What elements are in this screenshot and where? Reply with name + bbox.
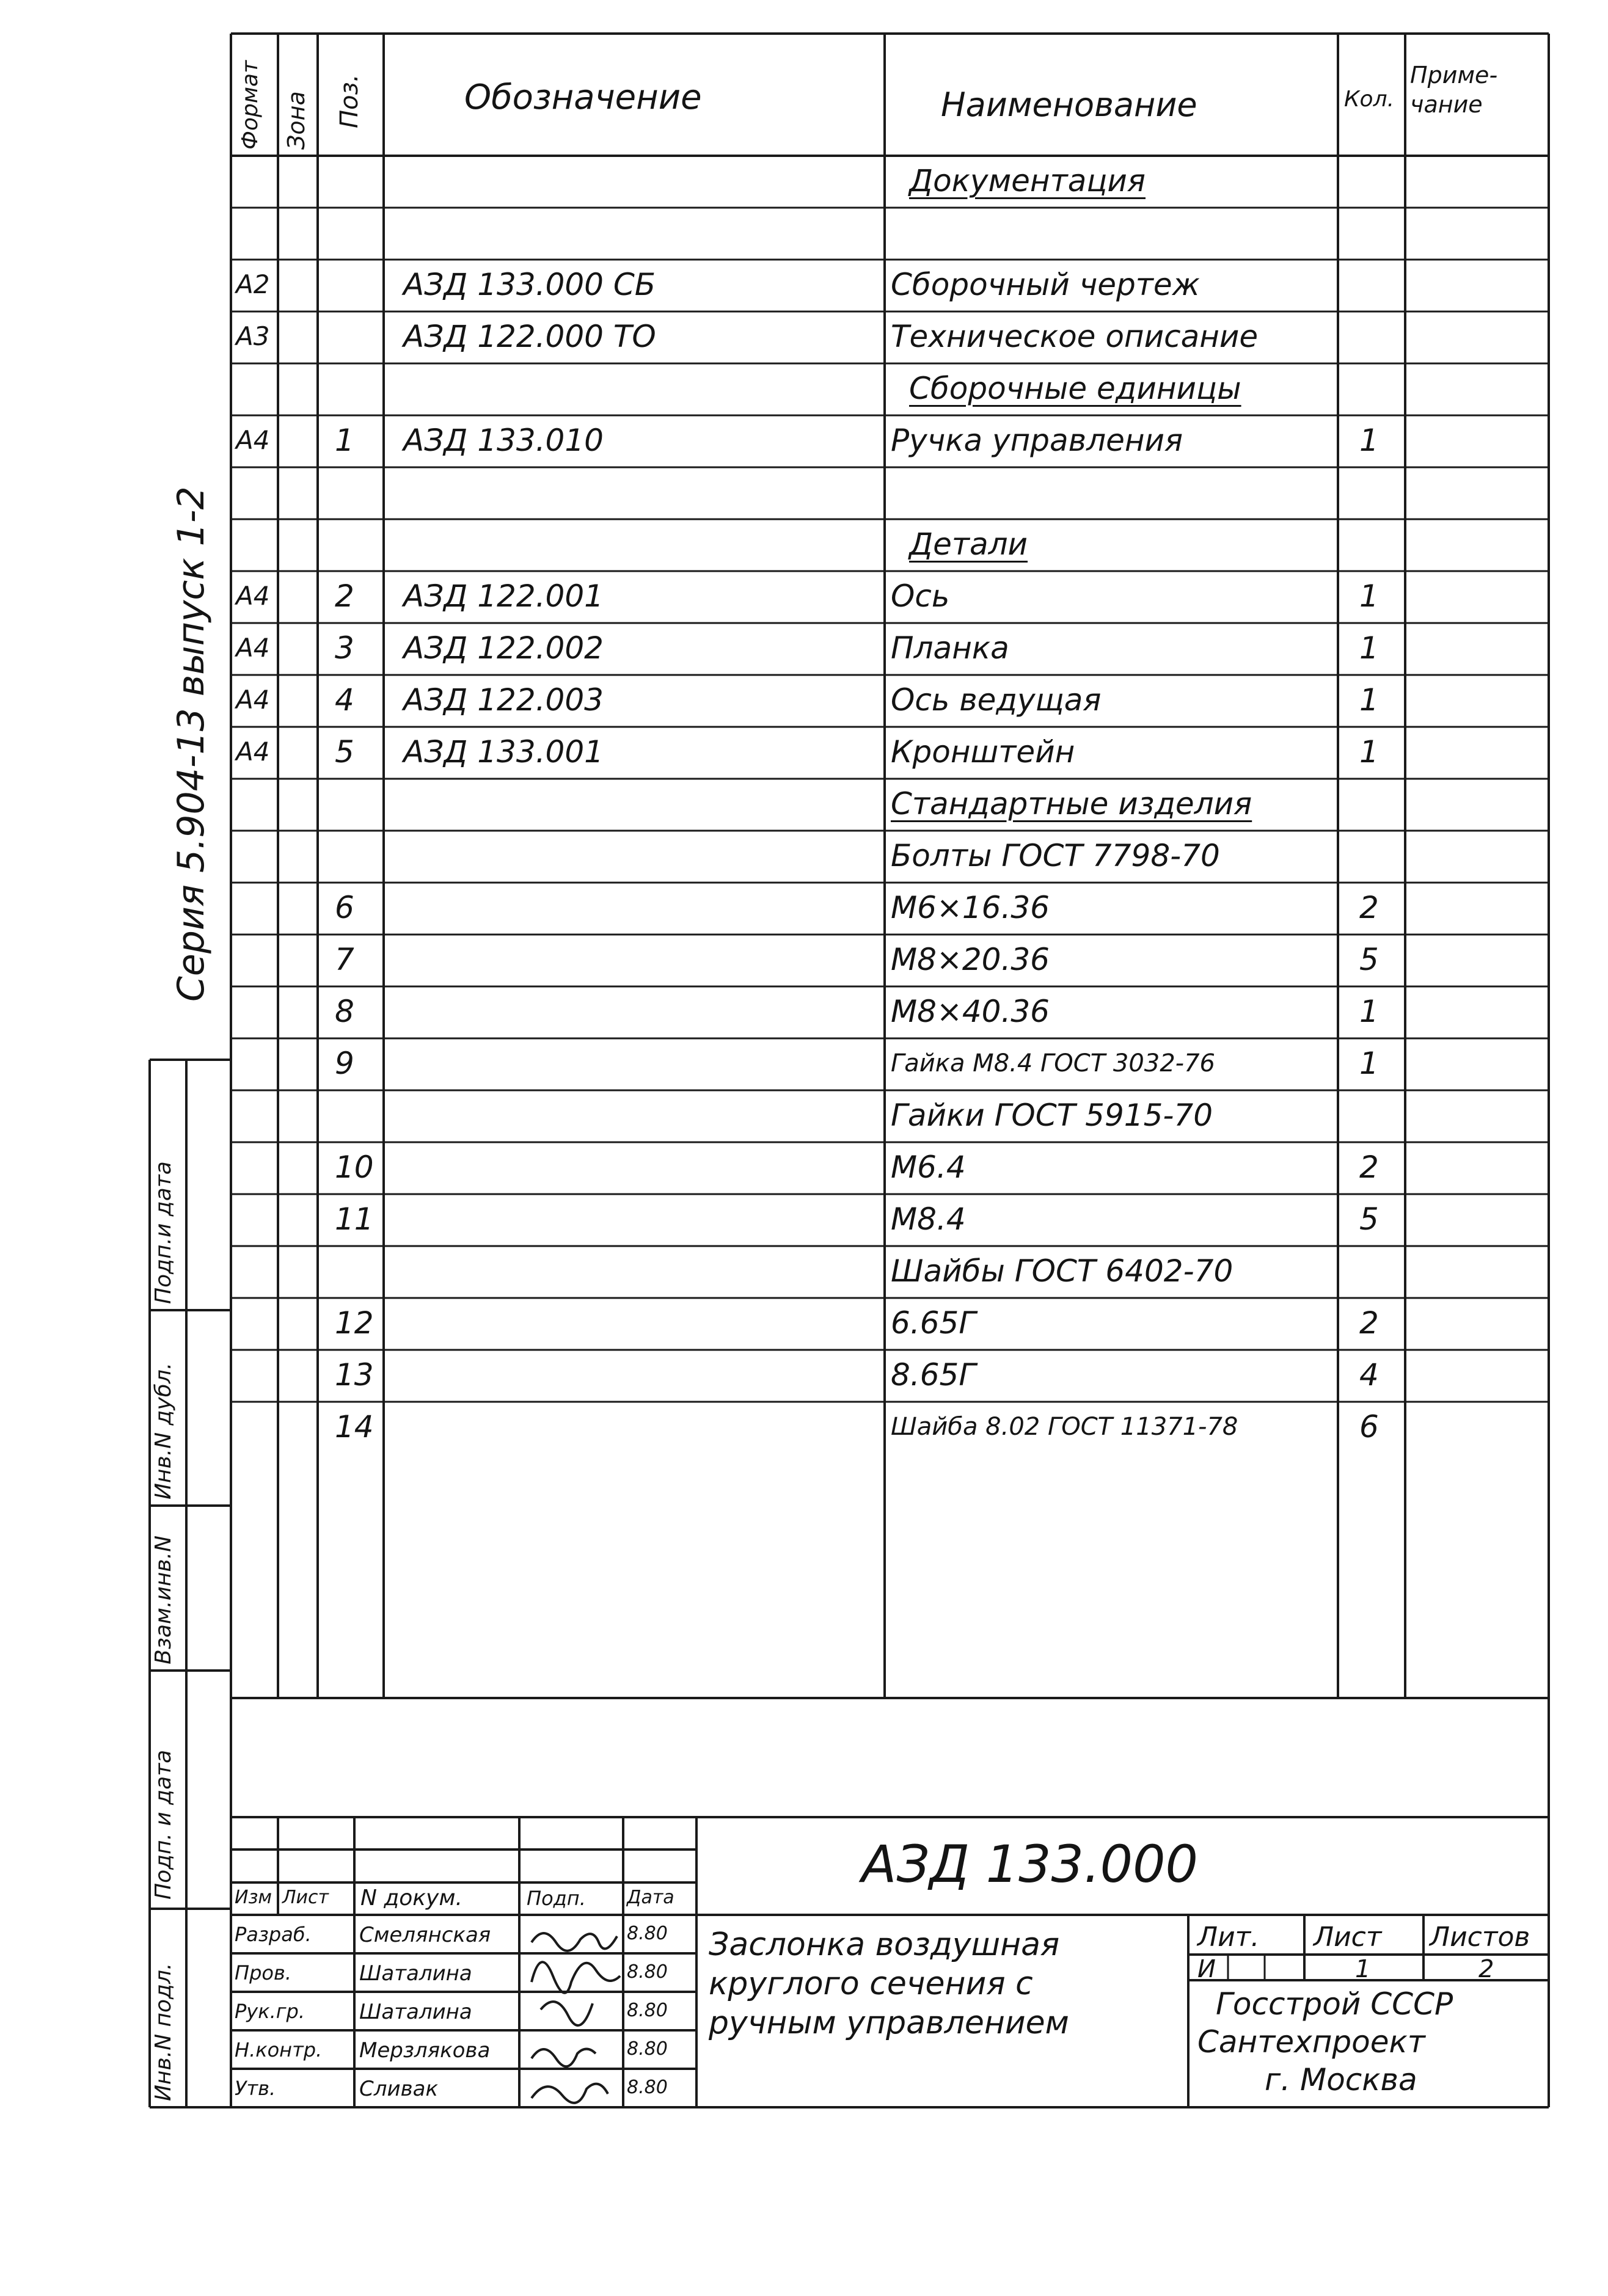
product-name-line-1: Заслонка воздушная bbox=[709, 1926, 1060, 1963]
spec-name: Ось ведущая bbox=[891, 682, 1102, 718]
spec-pos: 8 bbox=[335, 993, 354, 1029]
signature-prov bbox=[532, 1962, 620, 1993]
spec-format: А4 bbox=[236, 632, 270, 663]
spec-name: Шайба 8.02 ГОСТ 11371-78 bbox=[891, 1412, 1238, 1441]
approval-date: 8.80 bbox=[627, 1961, 668, 1983]
spec-name: 6.65Г bbox=[891, 1305, 976, 1341]
signature-utv bbox=[532, 2084, 608, 2103]
doc-number: АЗД 133.000 bbox=[861, 1834, 1199, 1894]
approval-date: 8.80 bbox=[627, 1923, 668, 1944]
spec-name: Детали bbox=[909, 526, 1028, 562]
header-pos: Поз. bbox=[335, 74, 364, 128]
spec-pos: 3 bbox=[335, 630, 354, 666]
spec-name: М6.4 bbox=[891, 1149, 966, 1185]
spec-name: М8.4 bbox=[891, 1201, 966, 1237]
spec-name: Ручка управления bbox=[891, 422, 1183, 458]
spec-name: Гайки ГОСТ 5915-70 bbox=[891, 1097, 1213, 1133]
spec-pos: 1 bbox=[335, 422, 354, 458]
lit-value: И bbox=[1197, 1955, 1216, 1983]
spec-format: А4 bbox=[236, 684, 270, 715]
spec-name: Сборочный чертеж bbox=[891, 266, 1200, 302]
hdr-data: Дата bbox=[627, 1887, 674, 1908]
spec-qty: 2 bbox=[1359, 1149, 1379, 1185]
approval-role: Рук.гр. bbox=[235, 2000, 305, 2023]
approval-name: Шаталина bbox=[359, 1961, 472, 1986]
approval-role: Разраб. bbox=[235, 1923, 312, 1946]
product-name-line-2: круглого сечения с bbox=[709, 1966, 1033, 2002]
header-name: Наименование bbox=[941, 86, 1197, 124]
spec-pos: 11 bbox=[335, 1201, 374, 1237]
lit-label: Лит. bbox=[1197, 1922, 1260, 1953]
sheet-value: 1 bbox=[1355, 1955, 1371, 1983]
stamp-inv-dup: Инв.N дубл. bbox=[151, 1362, 176, 1500]
spec-pos: 10 bbox=[335, 1149, 374, 1185]
org-line-3: г. Москва bbox=[1265, 2062, 1417, 2097]
header-format: Формат bbox=[238, 60, 263, 150]
spec-pos: 14 bbox=[335, 1409, 374, 1445]
approval-role: Н.контр. bbox=[235, 2038, 323, 2061]
signature-razrab bbox=[532, 1933, 617, 1951]
spec-pos: 2 bbox=[335, 578, 354, 614]
spec-qty: 1 bbox=[1359, 1045, 1379, 1081]
spec-name: М8×20.36 bbox=[891, 941, 1050, 977]
spec-qty: 1 bbox=[1359, 578, 1379, 614]
signature-nkontr bbox=[532, 2049, 596, 2067]
spec-name: Гайка М8.4 ГОСТ 3032-76 bbox=[891, 1049, 1215, 1077]
hdr-izm: Изм bbox=[235, 1887, 272, 1908]
header-qty: Кол. bbox=[1344, 87, 1395, 112]
spec-designation: АЗД 122.002 bbox=[403, 630, 604, 666]
approval-name: Мерзлякова bbox=[359, 2038, 491, 2063]
spec-name: Техническое описание bbox=[891, 318, 1259, 354]
stamp-inv-orig: Инв.N подл. bbox=[151, 1963, 176, 2101]
spec-pos: 7 bbox=[335, 941, 354, 977]
spec-qty: 1 bbox=[1359, 993, 1379, 1029]
spec-designation: АЗД 122.000 ТО bbox=[403, 318, 656, 354]
spec-qty: 1 bbox=[1359, 734, 1379, 770]
spec-format: А2 bbox=[236, 269, 270, 299]
spec-qty: 1 bbox=[1359, 682, 1379, 718]
spec-name: Сборочные единицы bbox=[909, 370, 1241, 406]
product-name-line-3: ручным управлением bbox=[709, 2005, 1069, 2041]
spec-pos: 13 bbox=[335, 1357, 374, 1393]
sheets-value: 2 bbox=[1478, 1955, 1494, 1983]
stamp-replace-inv: Взам.инв.N bbox=[151, 1535, 176, 1664]
spec-name: 8.65Г bbox=[891, 1357, 976, 1393]
approval-date: 8.80 bbox=[627, 2038, 668, 2060]
approval-name: Шаталина bbox=[359, 2000, 472, 2024]
spec-name: Документация bbox=[909, 162, 1146, 199]
org-line-2: Сантехпроект bbox=[1197, 2024, 1425, 2060]
spec-qty: 4 bbox=[1359, 1357, 1379, 1393]
signature-rukgr bbox=[541, 2002, 593, 2025]
spec-name: М6×16.36 bbox=[891, 889, 1050, 925]
sheets-label: Листов bbox=[1430, 1922, 1530, 1953]
spec-format: А4 bbox=[236, 580, 270, 611]
hdr-list: Лист bbox=[282, 1887, 329, 1908]
spec-name: Стандартные изделия bbox=[891, 785, 1252, 822]
spec-pos: 12 bbox=[335, 1305, 374, 1341]
approval-name: Сливак bbox=[359, 2077, 438, 2101]
header-designation: Обозначение bbox=[464, 78, 702, 117]
spec-qty: 5 bbox=[1359, 1201, 1379, 1237]
spec-name: М8×40.36 bbox=[891, 993, 1050, 1029]
stamp-sign-date-1: Подп. и дата bbox=[151, 1749, 176, 1900]
spec-name: Планка bbox=[891, 630, 1009, 666]
spec-qty: 1 bbox=[1359, 422, 1379, 458]
approval-name: Смелянская bbox=[359, 1923, 491, 1947]
stamp-sign-date-2: Подп.и дата bbox=[151, 1161, 176, 1304]
spec-designation: АЗД 122.003 bbox=[403, 682, 604, 718]
hdr-ndok: N докум. bbox=[360, 1886, 462, 1911]
spec-qty: 2 bbox=[1359, 889, 1379, 925]
spec-qty: 1 bbox=[1359, 630, 1379, 666]
spec-qty: 5 bbox=[1359, 941, 1379, 977]
spec-name: Ось bbox=[891, 578, 950, 614]
spec-format: А4 bbox=[236, 736, 270, 767]
hdr-podp: Подп. bbox=[527, 1887, 586, 1910]
series-label: Серия 5.904-13 выпуск 1-2 bbox=[170, 486, 213, 1002]
spec-name: Шайбы ГОСТ 6402-70 bbox=[891, 1253, 1233, 1289]
spec-qty: 6 bbox=[1359, 1409, 1379, 1445]
spec-designation: АЗД 133.010 bbox=[403, 422, 604, 458]
header-note: Приме- чание bbox=[1410, 62, 1498, 118]
spec-designation: АЗД 122.001 bbox=[403, 578, 604, 614]
header-zone: Зона bbox=[283, 91, 310, 150]
approval-date: 8.80 bbox=[627, 2000, 668, 2021]
spec-pos: 5 bbox=[335, 734, 354, 770]
sheet-label: Лист bbox=[1314, 1922, 1382, 1953]
spec-pos: 4 bbox=[335, 682, 354, 718]
spec-pos: 6 bbox=[335, 889, 354, 925]
spec-name: Кронштейн bbox=[891, 734, 1075, 770]
spec-qty: 2 bbox=[1359, 1305, 1379, 1341]
spec-format: А3 bbox=[236, 321, 270, 351]
spec-format: А4 bbox=[236, 425, 270, 455]
spec-designation: АЗД 133.001 bbox=[403, 734, 604, 770]
spec-pos: 9 bbox=[335, 1045, 354, 1081]
approval-role: Утв. bbox=[235, 2077, 276, 2100]
org-line-1: Госстрой СССР bbox=[1216, 1986, 1453, 2022]
spec-name: Болты ГОСТ 7798-70 bbox=[891, 837, 1220, 873]
spec-designation: АЗД 133.000 СБ bbox=[403, 266, 656, 302]
approval-date: 8.80 bbox=[627, 2077, 668, 2098]
approval-role: Пров. bbox=[235, 1961, 291, 1984]
